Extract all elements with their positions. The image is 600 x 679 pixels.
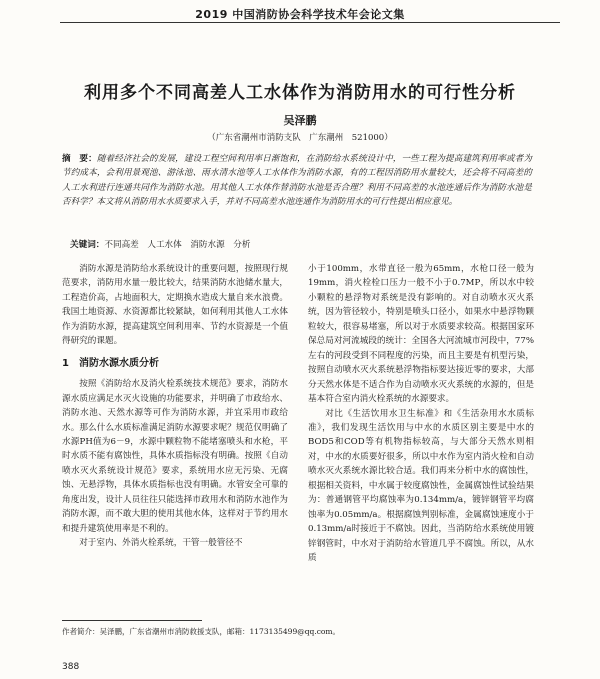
- abstract-text: 随着经济社会的发展，建设工程空间利用率日渐饱和，在消防给水系统设计中，一些工程为提高建筑利用率或者为节约成本，会利用景观池、游泳池、雨水清水池等人工水体作为消防水源，有的工程因消防用水量较大，还会将不同高差的人工水利进行连通共同作为消防水池。用其他人工水体作替消防水池是否合理？利用不同高差的水池连通后作为消防水池是否科学？本文将从消防用水水质要求入手，并对不同高差水池连通作为消防用水的可行性提出相应意见。: [62, 154, 532, 208]
- page-number: 388: [62, 662, 80, 672]
- keywords-label: 关键词：: [70, 240, 105, 250]
- author-affiliation: （广东省潮州市消防支队 广东潮州 521000）: [207, 133, 393, 143]
- body-paragraph: 对比《生活饮用水卫生标准》和《生活杂用水水质标准》，我们发现生活饮用与中水的水质区别主要是中水的BOD5和COD等有机物指标较高，与大部分天然水则相对，中水的水质要好很多，所以中水作为室内消火栓和自动喷水灭火系统水源比较合适。我们再来分析中水的腐蚀性，根据相关资料，中水属于较度腐蚀性，金属腐蚀性试验结果为：普通钢管平均腐蚀率为0.134mm/a，镀锌钢管平均腐蚀率为0.05mm/a。根据腐蚀判别标准，金属腐蚀速度小于0.13mm/a时接近于不腐蚀。因此，当消防给水系统使用镀锌钢管时，中水对于消防给水管道几乎不腐蚀。所以，从水质: [308, 408, 534, 564]
- footnote-rule: [62, 620, 202, 621]
- keywords: [70, 238, 530, 252]
- running-header: 2019 中国消防协会科学技术年会论文集: [195, 8, 405, 21]
- body-paragraph: 小于100mm，水带直径一般为65mm，水枪口径一般为19mm，消火栓栓口压力一般不小于0.7MP，所以水中较小颗粒的悬浮物对系统是没有影响的。对自动喷水灭火系统，因为管径较小，特别是喷头口径小，如果水中悬浮物颗粒较大，很容易堵塞，所以对于水质要求较高。根据国家环保总局对河流城段的统计：全国各大河流城市河段中，77%左右的河段受到不同程度的污染，而且主要是有机型污染，按照自动喷水灭火系统悬浮物指标要达接近零的要求，大部分天然水体是不适合作为自动喷水灭火系统的水源的，但是基本符合室内消火栓系统的水源要求。: [308, 264, 534, 405]
- paper-title: 利用多个不同高差人工水体作为消防用水的可行性分析: [84, 83, 516, 103]
- intro-paragraph: 消防水源是消防给水系统设计的重要问题，按照现行规范要求，消防用水量一般比较大，结果消防水池储水量大，工程造价高，占地面积大，定期换水造成大量自来水浪费。我国土地资源、水资源都比较紧缺，如何利用其他人工水体作为消防水源，提高建筑空间利用率、节约水资源是一个值得研究的课题。: [62, 264, 288, 347]
- abstract: [62, 152, 532, 210]
- header-rule: [60, 22, 560, 23]
- section-heading: 1 消防水源水质分析: [62, 357, 159, 369]
- author-name: 吴泽鹏: [283, 114, 317, 127]
- abstract-label: 摘 要：: [62, 154, 97, 164]
- right-column: [308, 262, 534, 566]
- footnote: 作者简介：吴泽鹏，广东省潮州市消防救援支队，邮箱：1173135499@qq.com。: [62, 627, 341, 636]
- left-column: [62, 262, 288, 551]
- body-paragraph: 对于室内、外消火栓系统，干管一般管径不: [79, 538, 243, 549]
- keywords-text: 不同高差 人工水体 消防水源 分析: [104, 240, 251, 250]
- body-paragraph: 按照《消防给水及消火栓系统技术规范》要求，消防水源水质应满足水灭火设施的功能要求，并明确了市政给水、消防水池、天然水源等可作为消防水源，并宜采用市政给水。那么什么水质标准满足消防水源要求呢？规范仅明确了水源PH值为6－9，水源中颗粒物不能堵塞喷头和水枪，平时水质不能有腐蚀性，具体水质指标没有明确。按照《自动喷水灭火系统设计规范》要求，系统用水应无污染、无腐蚀、无悬浮物，具体水质指标也没有明确。水管安全可靠的角度出发，设计人员往往只能选择市政用水和消防水池作为消防水源，而不敢大胆的使用其他水体，这样对于节约用水和提升建筑使用率是不利的。: [62, 379, 288, 534]
